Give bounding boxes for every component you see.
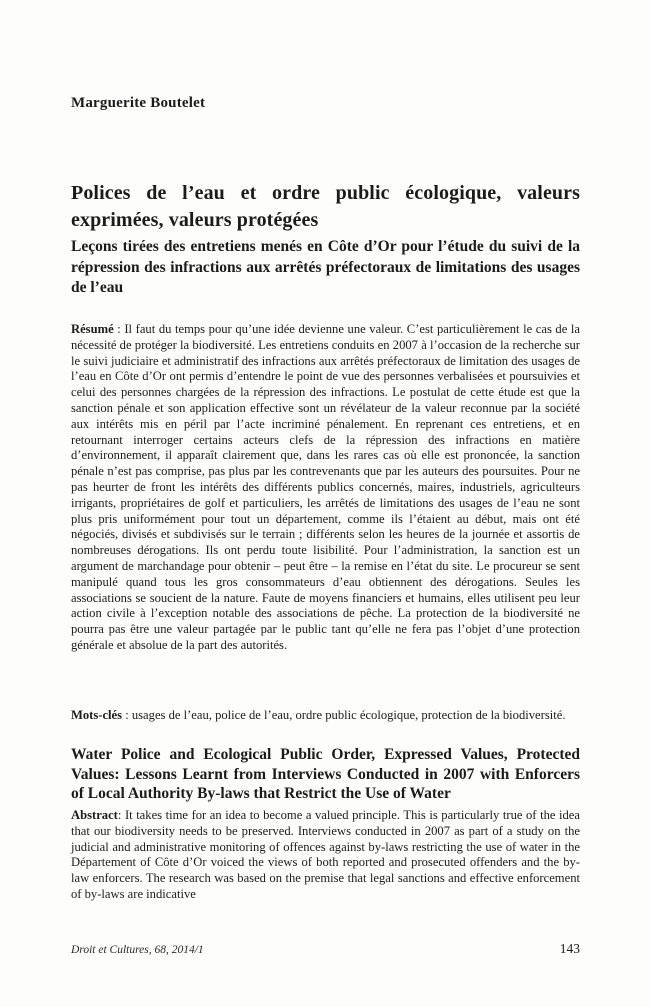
author-name: Marguerite Boutelet bbox=[71, 95, 206, 111]
resume-paragraph bbox=[71, 322, 580, 654]
abstract-separator: : bbox=[117, 808, 125, 822]
article-title-fr: Polices de l’eau et ordre public écologique, valeurs exprimées, valeurs protégées bbox=[71, 182, 580, 231]
keywords-paragraph bbox=[71, 708, 580, 724]
article-title-en: Water Police and Ecological Public Order, Expressed Values, Protected Values: Lessons Learnt from Interviews Conducted in 2007 with Enforcers of Local Authority By-laws that Restrict the Use of Water bbox=[71, 746, 580, 802]
article-subtitle-fr: Leçons tirées des entretiens menés en Côte d’Or pour l’étude du suivi de la répression des infractions aux arrêtés préfectoraux de limitations des usages de l’eau bbox=[71, 238, 580, 296]
title-block bbox=[71, 180, 580, 299]
page-footer bbox=[71, 941, 580, 957]
keywords-text: usages de l’eau, police de l’eau, ordre public écologique, protection de la biodiversité. bbox=[131, 708, 566, 722]
abstract-text: It takes time for an idea to become a valued principle. This is particularly true of the idea that our biodiversity needs to be preserved. Interviews conducted in 2007 as part of a study on the judicial and administrative monitoring of offences against by-laws restricting the use of water in the Département of Côte d’Or voiced the views of both reported and prosecuted offenders and the by-law enforcers. The research was based on the premise that legal sanctions and effective enforcement of by-laws are indicative bbox=[71, 808, 580, 901]
abstract-label: Abstract bbox=[71, 808, 118, 822]
resume-label: Résumé bbox=[71, 322, 114, 336]
page-number: 143 bbox=[559, 941, 580, 956]
resume-separator: : bbox=[113, 322, 125, 336]
keywords-separator: : bbox=[122, 708, 132, 722]
footer-journal-citation: Droit et Cultures, 68, 2014/1 bbox=[71, 944, 204, 956]
resume-text: Il faut du temps pour qu’une idée devienne une valeur. C’est particulièrement le cas de la nécessité de protéger la biodiversité. Les entretiens conduits en 2007 à l’occasion de la recherche sur le suivi judiciaire et administratif des infractions aux arrêtés préfectoraux de limitation des usages de l’eau en Côte d’Or ont permis d’entendre le point de vue des personnes verbalisées et poursuivies et celui des personnes chargées de la répression des infractions. Le postulat de cette étude est que la sanction pénale et son application effective sont un révélateur de la valeur reconnue par la société aux intérêts mis en péril par l’acte incriminé pénalement. En reprenant ces entretiens, et en retournant interroger certains acteurs clefs de la répression des infractions en matière d’environnement, il apparaît clairement que, dans les rares cas où elle est prononcée, la sanction pénale n’est pas comprise, pas plus par les contrevenants que par les auteurs des poursuites. Pour ne pas heurter de front les intérêts des différents publics concernés, maires, industriels, agriculteurs irrigants, propriétaires de golf et particuliers, les arrêtés de limitations des usages de l’eau ne sont plus pris uniformément pour tout un département, comme ils l’étaient au début, mais ont été négociés, divisés et subdivisés sur le terrain ; différents selon les heures de la journée et assortis de nombreuses dérogations. Ils ont perdu toute lisibilité. Pour l’administration, la sanction est un argument de marchandage pour obtenir – peut être – la remise en l’état du site. Le procureur se sent manipulé quand tous les gros consommateurs d’eau obtiennent des dérogations. Seules les associations se soucient de la nature. Faute de moyens financiers et humains, elles utilisent peu leur action civile à l’exception notable des associations de pêche. La protection de la biodiversité ne pourra pas être une valeur partagée par le public tant qu’elle ne fera pas l’objet d’une protection générale et absolue de la part des autorités. bbox=[71, 322, 580, 652]
abstract-paragraph bbox=[71, 808, 580, 903]
keywords-label: Mots-clés bbox=[71, 708, 123, 722]
